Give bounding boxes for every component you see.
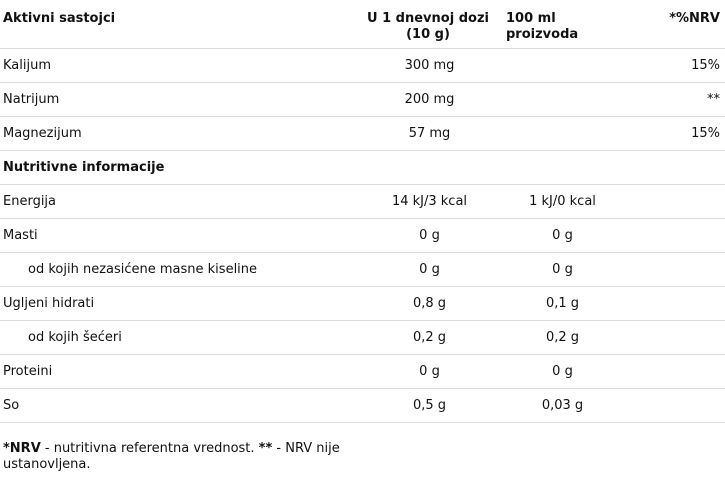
table-row xyxy=(0,355,725,389)
row-nrv: 15% xyxy=(691,58,720,73)
table-row xyxy=(0,49,725,83)
row-per100: 0,1 g xyxy=(545,296,580,311)
row-per100: 0 g xyxy=(552,228,573,243)
section-title-nutrition: Nutritivne informacije xyxy=(3,160,165,175)
row-dose: 14 kJ/3 kcal xyxy=(391,194,468,209)
table-row xyxy=(0,219,725,253)
table-row xyxy=(0,321,725,355)
row-name: Masti xyxy=(3,228,38,243)
row-name: Natrijum xyxy=(3,92,60,107)
row-per100: 0 g xyxy=(552,364,573,379)
header-daily-dose: U 1 dnevnoj dozi (10 g) xyxy=(367,11,489,42)
row-dose: 0 g xyxy=(419,262,440,277)
row-dose: 200 mg xyxy=(404,92,455,107)
table-row xyxy=(0,117,725,151)
table-row xyxy=(0,83,725,117)
row-nrv: ** xyxy=(707,92,720,107)
row-name-sub: od kojih šećeri xyxy=(28,330,122,345)
row-dose: 300 mg xyxy=(404,58,455,73)
row-name: Magnezijum xyxy=(3,126,82,141)
table-row xyxy=(0,185,725,219)
row-per100: 0 g xyxy=(552,262,573,277)
footnote xyxy=(3,441,363,473)
row-dose: 0,2 g xyxy=(412,330,447,345)
row-name: So xyxy=(3,398,20,413)
table-row xyxy=(0,389,725,423)
row-per100: 1 kJ/0 kcal xyxy=(529,194,596,209)
row-name: Ugljeni hidrati xyxy=(3,296,95,311)
footnote-stars-text: - NRV nije ustanovljena. xyxy=(3,441,340,472)
row-dose: 0 g xyxy=(419,228,440,243)
row-dose: 0 g xyxy=(419,364,440,379)
row-dose: 57 mg xyxy=(408,126,451,141)
row-nrv: 15% xyxy=(691,126,720,141)
header-nrv: *%NRV xyxy=(669,11,720,26)
row-per100: 0,2 g xyxy=(545,330,580,345)
row-name: Proteini xyxy=(3,364,53,379)
row-dose: 0,8 g xyxy=(412,296,447,311)
footnote-nrv-text: - nutritivna referentna vrednost. xyxy=(40,441,259,456)
table-header-row xyxy=(0,0,725,49)
row-name: Energija xyxy=(3,194,57,209)
table-row-section xyxy=(0,151,725,185)
row-per100: 0,03 g xyxy=(541,398,584,413)
header-active-ingredients: Aktivni sastojci xyxy=(3,11,116,26)
header-per-100ml: 100 ml proizvoda xyxy=(506,11,579,42)
table-row xyxy=(0,253,725,287)
row-dose: 0,5 g xyxy=(412,398,447,413)
footnote-stars-label: ** xyxy=(258,441,273,456)
footnote-nrv-label: *NRV xyxy=(3,441,41,456)
row-name: Kalijum xyxy=(3,58,52,73)
row-name-sub: od kojih nezasićene masne kiseline xyxy=(28,262,258,277)
table-row xyxy=(0,287,725,321)
